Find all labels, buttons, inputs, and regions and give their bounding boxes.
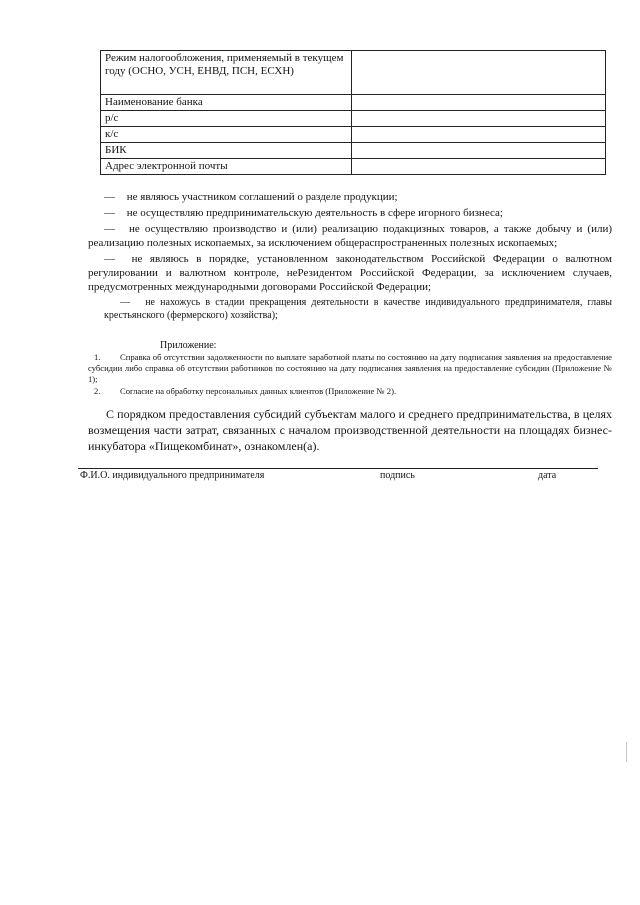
table-cell-value bbox=[352, 127, 606, 143]
details-table bbox=[100, 50, 606, 175]
signature-line bbox=[78, 468, 598, 469]
table-row bbox=[101, 143, 606, 159]
appendix-list bbox=[88, 352, 612, 398]
table-row bbox=[101, 95, 606, 111]
statement-text: не осуществляю производство и (или) реализацию подакцизных товаров, а также добычу и (или) реализацию полезных ископаемых, за исключением общераспространенных полезных ископаемых; bbox=[88, 223, 613, 249]
table-row bbox=[101, 51, 606, 95]
dash-marker: — bbox=[104, 253, 115, 265]
table-cell-label: р/с bbox=[101, 111, 352, 127]
table-cell-value bbox=[352, 111, 606, 127]
table-cell-label: Наименование банка bbox=[101, 95, 352, 111]
statement-item bbox=[88, 222, 612, 250]
signature-date-label: дата bbox=[538, 470, 557, 481]
signature-fio-label: Ф.И.О. индивидуального предпринимателя bbox=[80, 470, 265, 481]
statement-item bbox=[88, 296, 612, 322]
appendix-text: Справка об отсутствии задолженности по выплате заработной платы по состоянию на дату подписания заявления на предоставление субсидии либо справка об отсутствии работников по состоянию на дату подписания заявления на предоставление субсидии (Приложение № 1); bbox=[88, 352, 612, 384]
statement-item bbox=[88, 206, 612, 220]
table-cell-value bbox=[352, 143, 606, 159]
table-row bbox=[101, 127, 606, 143]
dash-marker: — bbox=[104, 223, 115, 235]
appendix-text: Согласие на обработку персональных данных клиентов (Приложение № 2). bbox=[120, 386, 397, 396]
table-cell-value bbox=[352, 51, 606, 95]
statements-list bbox=[88, 190, 612, 324]
appendix-item bbox=[88, 386, 612, 397]
statement-item bbox=[88, 190, 612, 204]
table-cell-label: Адрес электронной почты bbox=[101, 159, 352, 175]
dash-marker: — bbox=[104, 191, 115, 203]
acknowledgement-paragraph: С порядком предоставления субсидий субъектам малого и среднего предпринимательства, в целях возмещения части затрат, связанных с началом производственной деятельности на площадях бизнес-инкубатора «Пищекомбинат», ознакомлен(а). bbox=[88, 407, 612, 453]
table-row bbox=[101, 159, 606, 175]
statement-text: не нахожусь в стадии прекращения деятельности в качестве индивидуального предпринимателя, главы крестьянского (фермерского) хозяйства); bbox=[104, 297, 613, 321]
table-cell-value bbox=[352, 95, 606, 111]
dash-marker: — bbox=[104, 207, 115, 219]
table-cell-label: к/с bbox=[101, 127, 352, 143]
appendix-number: 1. bbox=[94, 352, 101, 362]
appendix-title: Приложение: bbox=[160, 340, 217, 351]
scan-artifact bbox=[626, 742, 627, 762]
dash-marker: — bbox=[120, 297, 130, 308]
table-cell-label: БИК bbox=[101, 143, 352, 159]
statement-text: не являюсь в порядке, установленном законодательством Российской Федерации о валютном регулировании и валютном контроле, неРезидентом Российской Федерации, за исключением случаев, предусмотренных международными договорами Российской Федерации; bbox=[88, 253, 613, 293]
table-cell-value bbox=[352, 159, 606, 175]
appendix-number: 2. bbox=[94, 386, 101, 396]
appendix-item bbox=[88, 352, 612, 385]
signature-sign-label: подпись bbox=[380, 470, 415, 481]
statement-text: не являюсь участником соглашений о разделе продукции; bbox=[126, 191, 398, 203]
statement-item bbox=[88, 252, 612, 294]
table-row bbox=[101, 111, 606, 127]
table-cell-label: Режим налогообложения, применяемый в текущем году (ОСНО, УСН, ЕНВД, ПСН, ЕСХН) bbox=[101, 51, 352, 95]
statement-text: не осуществляю предпринимательскую деятельность в сфере игорного бизнеса; bbox=[126, 207, 503, 219]
